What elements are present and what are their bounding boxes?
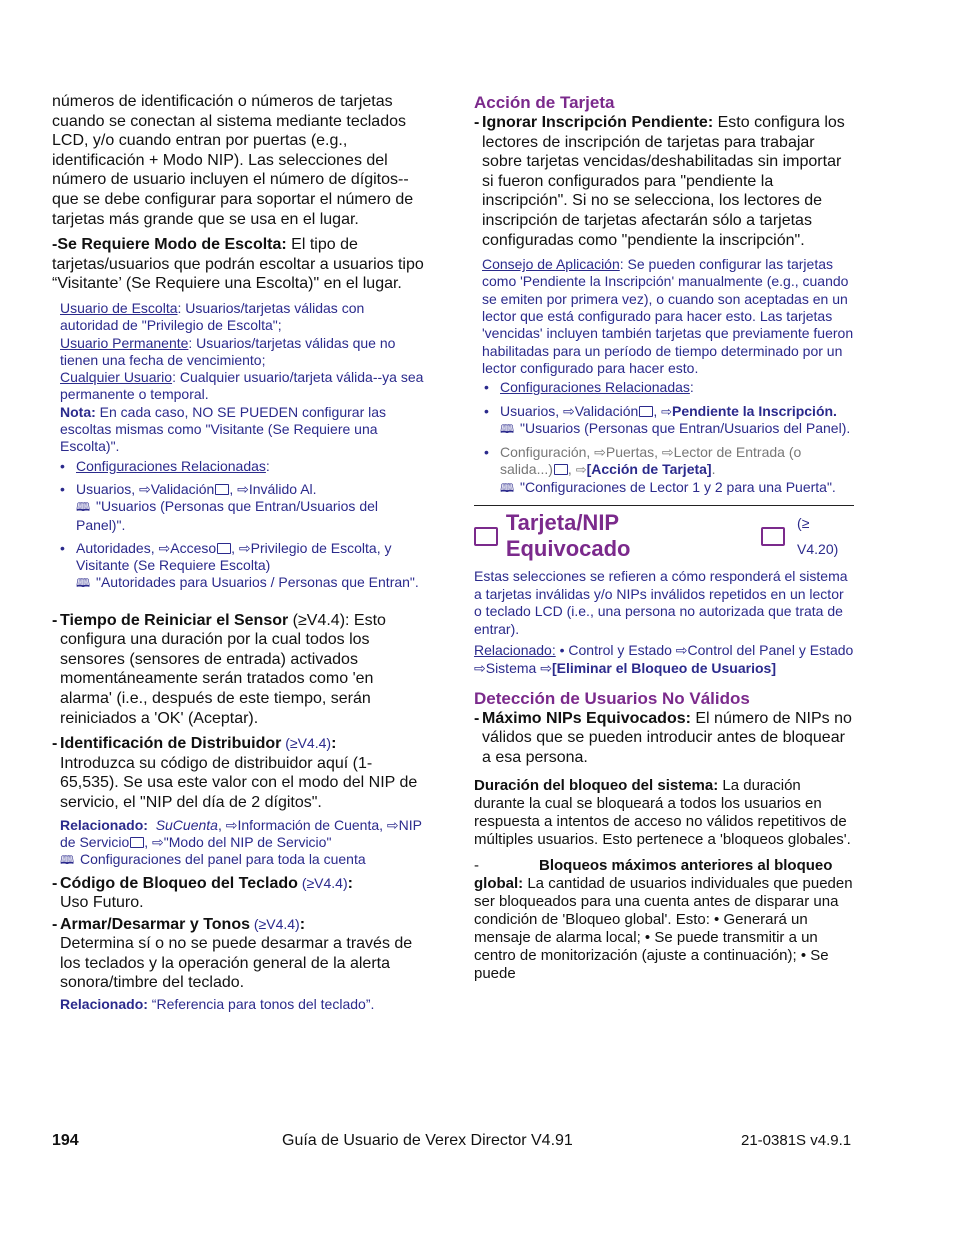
folder-icon	[217, 543, 231, 554]
invalid-user-detection-heading: Detección de Usuarios No Válidos	[474, 688, 750, 708]
distributor-id-label: Identificación de Distribuidor	[60, 735, 282, 753]
related-link[interactable]: Relacionado:	[474, 642, 556, 659]
max-wrong-pins-item: - Máximo NIPs Equivocados: El número de NIPs no válidos que se pueden introducir antes de bloquear a esa persona.	[474, 709, 852, 766]
book-icon: 🕮	[500, 480, 515, 495]
arm-disarm-item: - Armar/Desarmar y Tonos (≥V4.4): Determina sí o no se puede desarmar a través de los teclados y la operación general de la alerta sonora/timbre del teclado.	[52, 915, 413, 992]
wrong-card-description: Estas selecciones se refieren a cómo responderá el sistema a tarjetas inválidas y/o NIPs inválidos repetidos en un lector o teclado LCD (i.e., una persona no autorizada que trata de entrar).	[474, 568, 848, 637]
footer-title: Guía de Usuario de Verex Director V4.91	[282, 1132, 573, 1149]
ignore-pending-item: - Ignorar Inscripción Pendiente: Esto configura los lectores de inscripción de tarjetas para trabajar sobre tarjetas vencidas/deshabilitadas sin importar si fueron configurados para "pendiente la inscripción". Si no se selecciona, los lectores de inscripción de tarjetas afectarán sólo a tarjetas configuradas como "pendiente la inscripción".	[474, 114, 845, 249]
escort-label: -Se Requiere Modo de Escolta:	[52, 236, 287, 254]
definition-term[interactable]: Usuario Permanente	[60, 334, 189, 351]
max-lockouts-paragraph: - Bloqueos máximos anteriores al bloqueo global: La cantidad de usuarios individuales que pueden ser bloqueados para una cuenta antes de disparar una condición de 'Bloqueo global'. Esto: • Generará un mensaje de alarma local; • Se puede transmitir a un centro de monitorización (ajuste a continuación); • Se puede	[474, 857, 853, 983]
definition-permanent: Usuario Permanente: Usuarios/tarjetas válidas que no tienen una fecha de vencimiento;	[60, 334, 396, 368]
escort-paragraph	[52, 235, 424, 294]
folder-icon	[215, 484, 229, 495]
list-item: • Configuración, ⇨Puertas, ⇨Lector de Entrada (o salida...) , ⇨[Acción de Tarjeta]. 🕮 "Configuraciones de Lector 1 y 2 para una Puerta".	[500, 444, 854, 497]
footer-document-code: 21-0381S v4.9.1	[741, 1132, 852, 1149]
sensor-reset-item: - Tiempo de Reiniciar el Sensor (≥V4.4): Esto configura una duración por la cual todos los sensores (sensores de entrada) activados momentáneamente serán tratados como 'en alarma' (i.e., después de este tiempo, serán reiniciados a 'OK' (Aceptar).	[52, 611, 386, 727]
book-icon: 🕮	[60, 853, 75, 868]
max-wrong-pins-label: Máximo NIPs Equivocados:	[482, 709, 691, 727]
arm-disarm-label: Armar/Desarmar y Tonos	[60, 915, 250, 933]
distributor-id-item: - Identificación de Distribuidor (≥V4.4): Introduzca su código de distribuidor aquí (1-65,535). Se usa este valor con el modo del NIP de servicio, el "NIP del día de 2 dígitos".	[52, 735, 418, 812]
escort-text: El tipo de tarjetas/usuarios que podrán escoltar a usuarios tipo “Visitante’ (Se Requiere una Escolta)" en el lugar.	[52, 236, 424, 293]
folder-icon	[130, 837, 144, 848]
ignore-pending-label: Ignorar Inscripción Pendiente:	[482, 114, 714, 131]
escort-definitions	[60, 300, 424, 456]
max-lockouts-label: Bloqueos máximos anteriores al bloqueo global:	[474, 857, 833, 893]
keypad-lockout-label: Código de Bloqueo del Teclado	[60, 874, 298, 892]
list-item: • Configuraciones Relacionadas:	[76, 458, 424, 475]
folder-icon	[554, 464, 568, 475]
book-icon: 🕮	[76, 500, 91, 515]
note-label: Nota:	[60, 403, 96, 420]
definition-escort: Usuario de Escolta: Usuarios/tarjetas válidas con autoridad de "Privilegio de Escolta";	[60, 299, 365, 334]
right-column	[474, 92, 854, 983]
list-item: • Configuraciones Relacionadas:	[500, 379, 854, 396]
wrong-card-pin-heading: Tarjeta/NIP Equivocado (≥ V4.20)	[474, 510, 854, 562]
related-settings-link[interactable]: Configuraciones Relacionadas	[500, 379, 690, 396]
lockout-duration-paragraph: Duración del bloqueo del sistema: La duración durante la cual se bloqueará a todos los usuarios en respuesta a intentos de acceso no válidos repetitivos de múltiples usuarios. Esto pertenece a 'bloqueos globales'.	[474, 777, 851, 849]
wrong-card-related: Relacionado: • Control y Estado ⇨Control del Panel y Estado ⇨Sistema ⇨[Eliminar el Bloqueo de Usuarios]	[474, 642, 854, 676]
related-list	[474, 379, 854, 497]
list-item: • Autoridades, ⇨Acceso , ⇨Privilegio de Escolta, y Visitante (Se Requiere Escolta) 🕮 "Autoridades para Usuarios / Personas que Entran".	[76, 540, 424, 593]
sensor-reset-label: Tiempo de Reiniciar el Sensor	[60, 611, 289, 629]
escort-note: Nota: En cada caso, NO SE PUEDEN configurar las escoltas mismas como "Visitante (Se Requiere una Escolta)".	[60, 403, 387, 455]
folder-icon	[761, 527, 785, 546]
application-tip: Consejo de Aplicación: Se pueden configurar las tarjetas como 'Pendiente la Inscripción' manualmente (e.g., cuando se emiten por primera vez), o cuando son aceptadas en un lector que está configurado para hacer esto. Las tarjetas 'vencidas' incluyen también tarjetas que previamente fueron habilitadas para un período de tiempo determinado por un lector configurado para hacer esto.	[482, 256, 854, 376]
folder-icon	[474, 527, 498, 546]
folder-icon	[639, 406, 653, 417]
definition-term[interactable]: Cualquier Usuario	[60, 369, 173, 386]
related-settings-link[interactable]: Configuraciones Relacionadas	[76, 457, 266, 474]
list-item: • Usuarios, ⇨Validación , ⇨Pendiente la Inscripción. 🕮 "Usuarios (Personas que Entran/Usuarios del Panel).	[500, 403, 854, 439]
application-tip-link[interactable]: Consejo de Aplicación	[482, 256, 620, 273]
intro-paragraph: números de identificación o números de tarjetas cuando se conectan al sistema mediante teclados LCD, y/o cuando entran por puertas (e.g., identificación + Modo NIP). Las selecciones del número de usuario incluyen el número de dígitos--que se debe configurar para soportar el número de tarjetas más grande que se usa en el lugar.	[52, 93, 414, 228]
book-icon: 🕮	[500, 421, 515, 436]
book-icon: 🕮	[76, 576, 91, 591]
related-list	[52, 458, 424, 593]
keypad-lockout-item: - Código de Bloqueo del Teclado (≥V4.4): Uso Futuro.	[52, 874, 353, 912]
distributor-related: Relacionado: SuCuenta, ⇨Información de Cuenta, ⇨NIP de Servicio , ⇨"Modo del NIP de Servicio" 🕮 Configuraciones del panel para toda la cuenta	[60, 817, 424, 870]
list-item: • Usuarios, ⇨Validación , ⇨Inválido Al. 🕮 "Usuarios (Personas que Entran/Usuarios del Panel)".	[76, 481, 424, 534]
definition-term[interactable]: Usuario de Escolta	[60, 299, 178, 316]
lockout-duration-label: Duración del bloqueo del sistema:	[474, 777, 719, 795]
footer-page-number: 194	[52, 1132, 79, 1149]
left-column	[52, 92, 424, 1013]
section-divider	[474, 505, 854, 506]
card-action-heading: Acción de Tarjeta	[474, 93, 615, 112]
arm-related: Relacionado: “Referencia para tonos del teclado”.	[60, 996, 375, 1013]
clear-lockout-link[interactable]: [Eliminar el Bloqueo de Usuarios]	[551, 659, 776, 676]
definition-any: Cualquier Usuario: Cualquier usuario/tarjeta válida--ya sea permanente o temporal.	[60, 369, 424, 403]
